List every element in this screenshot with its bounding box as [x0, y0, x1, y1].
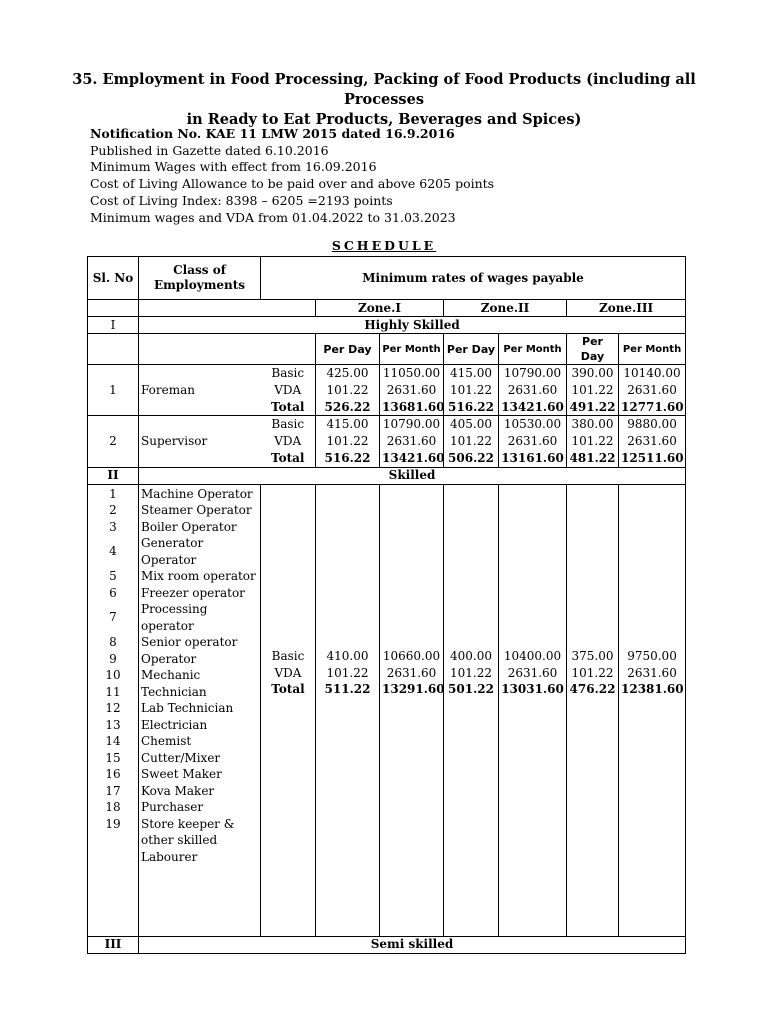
list-item: Mechanic [141, 668, 201, 683]
cola-note: Cost of Living Allowance to be paid over and above 6205 points [90, 176, 495, 192]
per-day-month-row [88, 334, 686, 365]
zone2-per-month: 10790.00 2631.60 13421.60 [499, 365, 567, 416]
z2-per-month-header: Per Month [499, 334, 567, 365]
skilled-numbers: 1 2 3 4 5 6 7 8 9 10 11 12 13 14 15 16 17 18 19 [88, 484, 139, 936]
z1-per-month-header: Per Month [380, 334, 444, 365]
z2-per-day-header: Per Day [444, 334, 499, 365]
z3-per-month-header: Per Month [619, 334, 686, 365]
zone3-per-month: 10140.00 2631.60 12771.60 [619, 365, 686, 416]
list-item: Lab Technician [141, 701, 234, 716]
list-item: Operator [141, 651, 197, 666]
list-item: Boiler Operator [141, 519, 237, 534]
list-item: Sweet Maker [141, 767, 222, 782]
zone1-per-month: 10790.00 2631.60 13421.60 [380, 416, 444, 467]
list-item: Steamer Operator [141, 503, 252, 518]
validity-period: Minimum wages and VDA from 01.04.2022 to 31.03.2023 [90, 209, 456, 225]
section-highly-skilled [88, 317, 686, 334]
zone3-per-day: 390.00 101.22 491.22 [567, 365, 619, 416]
cost-of-living-index: Cost of Living Index: 8398 – 6205 =2193 points [90, 192, 393, 208]
zone2-per-month: 10400.00 2631.60 13031.60 [499, 484, 567, 936]
title-line-2: in Ready to Eat Products, Beverages and Spices) [186, 111, 582, 128]
list-item: Processing operator [141, 602, 208, 633]
list-item: Technician [141, 684, 207, 699]
list-item: Senior operator [141, 635, 238, 650]
list-item: Purchaser [141, 800, 204, 815]
schedule-heading: SCHEDULE [331, 238, 437, 253]
wage-row-supervisor [88, 416, 686, 467]
employment-name: Foreman [139, 365, 261, 416]
zone2-per-day: 405.00 101.22 506.22 [444, 416, 499, 467]
section-title: Highly Skilled [139, 317, 686, 334]
zone1-per-month: 10660.00 2631.60 13291.60 [380, 484, 444, 936]
list-item: Cutter/Mixer [141, 750, 221, 765]
zone2-per-day: 400.00 101.22 501.22 [444, 484, 499, 936]
zone-row [88, 300, 686, 317]
zone3-per-month: 9750.00 2631.60 12381.60 [619, 484, 686, 936]
section-skilled [88, 467, 686, 484]
row-number: 1 [88, 365, 139, 416]
effect-date: Minimum Wages with effect from 16.09.2016 [90, 159, 377, 175]
component-labels: Basic VDA Total [261, 416, 316, 467]
zone-2-header: Zone.II [444, 300, 567, 317]
zone1-per-day: 415.00 101.22 516.22 [316, 416, 380, 467]
section-number: III [88, 936, 139, 953]
zone2-per-day: 415.00 101.22 516.22 [444, 365, 499, 416]
wage-schedule-table [87, 256, 686, 954]
title-line-1: 35. Employment in Food Processing, Packing of Food Products (including all Processes [72, 71, 696, 108]
zone3-per-day: 375.00 101.22 476.22 [567, 484, 619, 936]
zone3-per-day: 380.00 101.22 481.22 [567, 416, 619, 467]
document-title [40, 70, 728, 130]
list-item: Mix room operator [141, 569, 256, 584]
wage-row-foreman [88, 365, 686, 416]
section-number: II [88, 467, 139, 484]
zone1-per-day: 425.00 101.22 526.22 [316, 365, 380, 416]
zone1-per-month: 11050.00 2631.60 13681.60 [380, 365, 444, 416]
zone3-per-month: 9880.00 2631.60 12511.60 [619, 416, 686, 467]
zone-3-header: Zone.III [567, 300, 686, 317]
list-item: Kova Maker [141, 783, 215, 798]
zone2-per-month: 10530.00 2631.60 13161.60 [499, 416, 567, 467]
list-item: Machine Operator [141, 486, 253, 501]
component-labels: Basic VDA Total [261, 484, 316, 936]
gazette-date: Published in Gazette dated 6.10.2016 [90, 142, 329, 158]
row-number: 2 [88, 416, 139, 467]
skilled-block [88, 484, 686, 936]
component-labels: Basic VDA Total [261, 365, 316, 416]
section-semi-skilled [88, 936, 686, 953]
list-item: Store keeper & other skilled Labourer [141, 816, 235, 864]
skilled-employments [139, 484, 261, 936]
zone1-per-day: 410.00 101.22 511.22 [316, 484, 380, 936]
zone-1-header: Zone.I [316, 300, 444, 317]
z3-per-day-header: Per Day [567, 334, 619, 365]
header-slno: Sl. No [88, 257, 139, 300]
notification-number: Notification No. KAE 11 LMW 2015 dated 16.9.2016 [90, 126, 455, 141]
list-item: Electrician [141, 717, 208, 732]
employment-name: Supervisor [139, 416, 261, 467]
section-title: Skilled [139, 467, 686, 484]
list-item: Chemist [141, 734, 192, 749]
z1-per-day-header: Per Day [316, 334, 380, 365]
list-item: Freezer operator [141, 585, 245, 600]
section-number: I [88, 317, 139, 334]
header-min-rates: Minimum rates of wages payable [261, 257, 686, 300]
section-title: Semi skilled [139, 936, 686, 953]
header-row [88, 257, 686, 300]
list-item: Generator Operator [141, 536, 204, 567]
notification-block [90, 126, 494, 226]
header-class: Class of Employments [139, 257, 261, 300]
